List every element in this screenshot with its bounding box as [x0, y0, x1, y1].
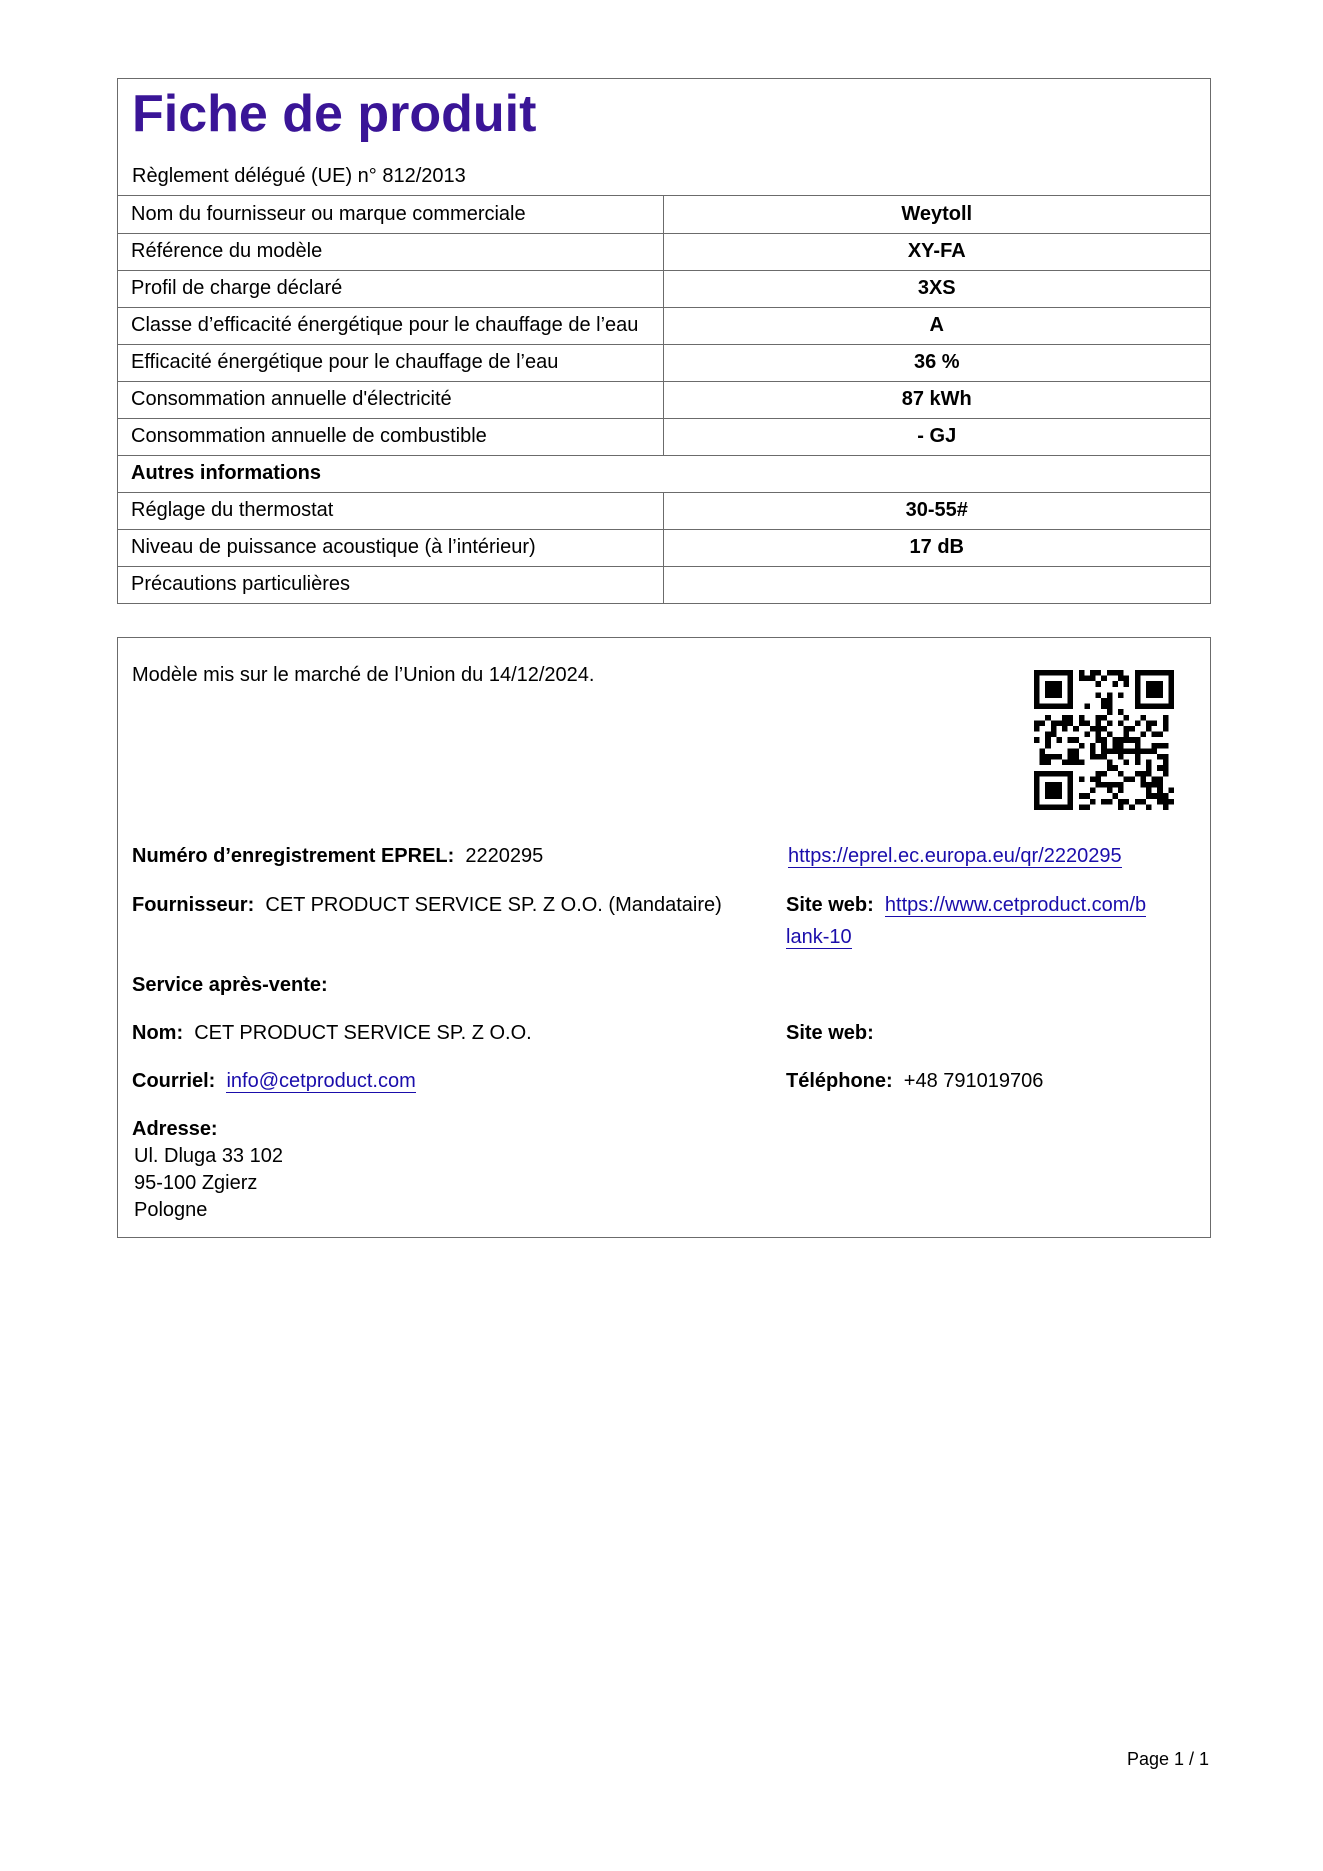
service-website-label: Site web: [786, 1022, 874, 1044]
spec-row [118, 307, 1210, 344]
phone-label: Téléphone: [786, 1070, 893, 1092]
address-label: Adresse: [132, 1118, 218, 1140]
spec-label: Référence du modèle [118, 233, 663, 270]
phone-value: +48 791019706 [903, 1070, 1044, 1092]
spec-row [118, 381, 1210, 418]
spec-value: 36 % [663, 344, 1210, 381]
website-cell-line2 [786, 924, 852, 950]
spec-value: A [663, 307, 1210, 344]
spec-row [118, 233, 1210, 270]
spec-label: Efficacité énergétique pour le chauffage de l’eau [118, 344, 663, 381]
spec-label: Niveau de puissance acoustique (à l’intérieur) [118, 529, 663, 566]
address-line1: Ul. Dluga 33 102 [134, 1145, 283, 1167]
spec-row [118, 344, 1210, 381]
eprel-label: Numéro d’enregistrement EPREL: [132, 845, 455, 867]
spec-value: 87 kWh [663, 381, 1210, 418]
market-date-text: Modèle mis sur le marché de l’Union du 14/12/2024. [132, 664, 595, 686]
service-name-row [132, 1020, 532, 1046]
regulation-text: Règlement délégué (UE) n° 812/2013 [132, 165, 466, 187]
spec-table [118, 196, 1210, 603]
eprel-url-cell [788, 843, 1122, 869]
website-link-line1[interactable]: https://www.cetproduct.com/b [884, 894, 1147, 916]
email-label: Courriel: [132, 1070, 216, 1092]
address-line3: Pologne [134, 1199, 208, 1221]
info-box [117, 637, 1211, 1238]
email-row [132, 1068, 416, 1094]
spec-value: XY-FA [663, 233, 1210, 270]
name-value: CET PRODUCT SERVICE SP. Z O.O. [194, 1022, 532, 1044]
title-area [118, 79, 1210, 196]
product-sheet-table [117, 78, 1211, 604]
website-cell [786, 892, 1186, 918]
spec-value [663, 566, 1210, 603]
other-info-row [118, 455, 1210, 492]
other-info-heading: Autres informations [118, 455, 1210, 492]
page-number: Page 1 / 1 [1127, 1749, 1210, 1769]
qr-code-icon[interactable] [1034, 670, 1174, 810]
spec-label: Consommation annuelle d'électricité [118, 381, 663, 418]
spec-label: Consommation annuelle de combustible [118, 418, 663, 455]
eprel-number: 2220295 [465, 845, 544, 867]
spec-value: 17 dB [663, 529, 1210, 566]
spec-label: Précautions particulières [118, 566, 663, 603]
website-link-line2[interactable]: lank-10 [786, 926, 852, 948]
spec-row [118, 566, 1210, 603]
spec-label: Profil de charge déclaré [118, 270, 663, 307]
spec-row [118, 270, 1210, 307]
address-line2: 95-100 Zgierz [134, 1172, 258, 1194]
spec-label: Classe d’efficacité énergétique pour le chauffage de l’eau [118, 307, 663, 344]
name-label: Nom: [132, 1022, 184, 1044]
spec-value: Weytoll [901, 202, 973, 225]
supplier-row [132, 892, 722, 918]
eprel-url-link[interactable]: https://eprel.ec.europa.eu/qr/2220295 [788, 845, 1122, 867]
spec-row [118, 492, 1210, 529]
supplier-label: Fournisseur: [132, 894, 255, 916]
spec-value: 3XS [663, 270, 1210, 307]
email-link[interactable]: info@cetproduct.com [226, 1070, 416, 1092]
website-label: Site web: [786, 894, 874, 916]
eprel-row [132, 843, 543, 869]
spec-label: Nom du fournisseur ou marque commerciale [118, 196, 663, 233]
phone-row [786, 1068, 1043, 1094]
supplier-value: CET PRODUCT SERVICE SP. Z O.O. (Mandataire) [265, 894, 722, 916]
spec-row [118, 529, 1210, 566]
spec-row [118, 418, 1210, 455]
after-sales-heading: Service après-vente: [132, 974, 328, 996]
page-title: Fiche de produit [132, 85, 537, 143]
spec-row [118, 196, 1210, 233]
spec-value: - GJ [663, 418, 1210, 455]
spec-label: Réglage du thermostat [118, 492, 663, 529]
spec-value: 30-55# [663, 492, 1210, 529]
